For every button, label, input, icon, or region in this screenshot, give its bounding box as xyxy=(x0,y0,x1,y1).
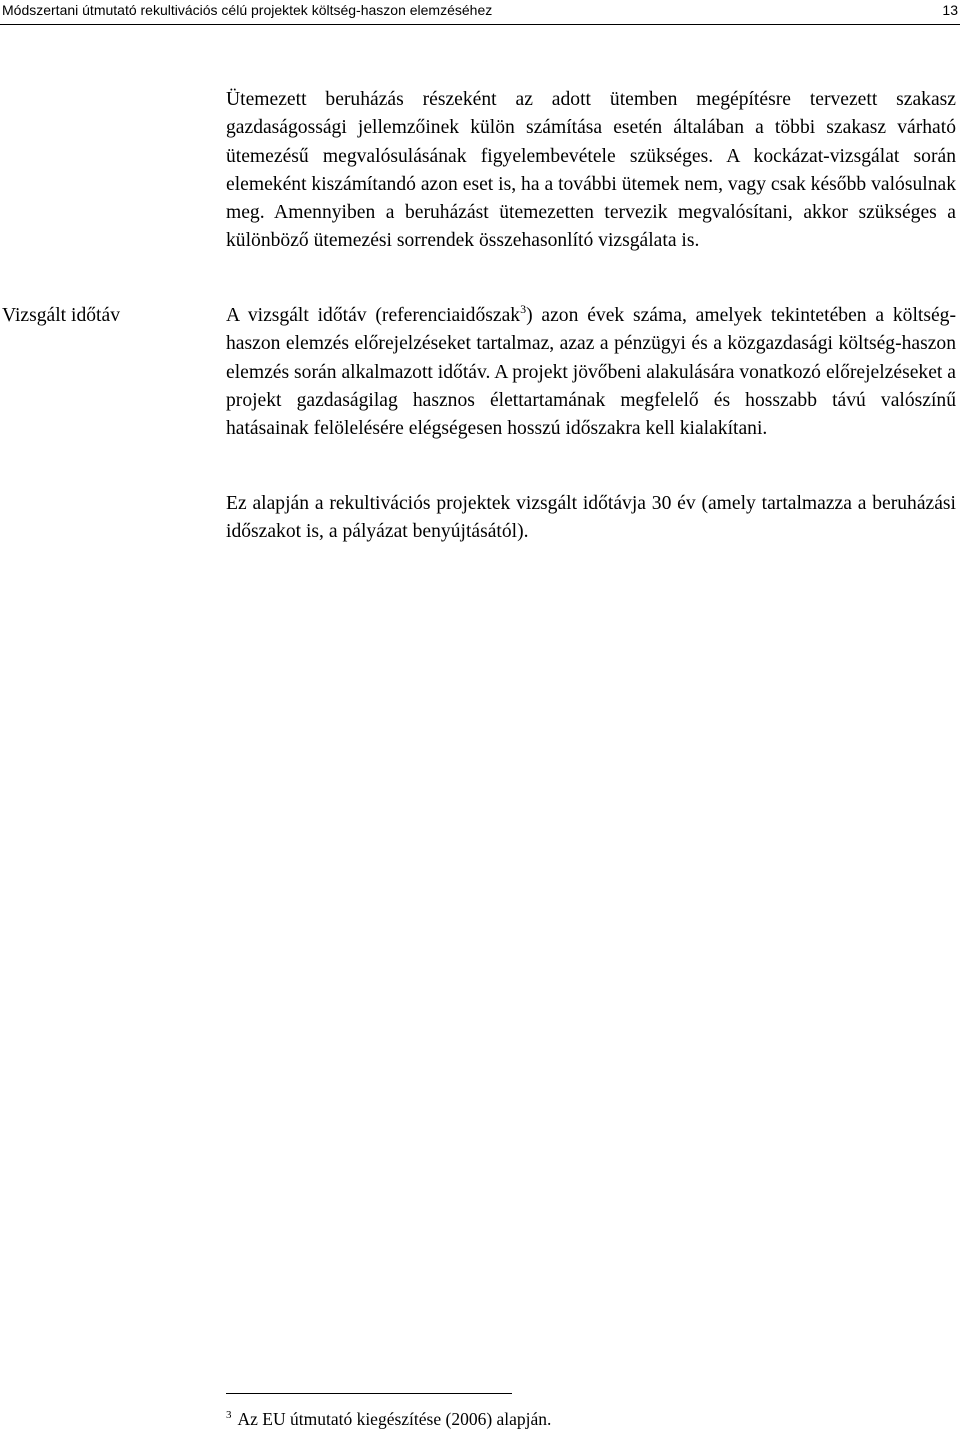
paragraph-phased-investment: Ütemezett beruházás részeként az adott ütemben megépítésre tervezett szakasz gazdaságossági jellemzőinek külön számítása esetén általában a többi szakasz várható ütemezésű megvalósulásának figyelembevétele szükséges. A kockázat-vizsgálat során elemeként kiszámítandó azon eset is, ha a további ütemek nem, vagy csak később valósulnak meg. Amennyiben a beruházást ütemezetten tervezik megvalósítani, akkor szükséges a különböző ütemezési sorrendek összehasonlító vizsgálata is. xyxy=(226,89,956,252)
page-number: 13 xyxy=(942,2,958,18)
paragraph-text-end: ) azon évek száma, amelyek tekintetében a költség-haszon elemzés előrejelzéseket tartalmaz, azaz a pénzügyi és a közgazdasági költség-haszon elemzés során alkalmazott időtáv. A projekt jövőbeni alakulására vonatkozó előrejelzéseket a projekt gazdaságilag hasznos élettartamának megfelelő és hosszabb távú valószínű hatásainak felölelésére elégségesen hosszú időszakra kell kialakítani. xyxy=(226,305,956,440)
page-header xyxy=(0,0,960,25)
footnote-text: Az EU útmutató kiegészítése (2006) alapján. xyxy=(237,1409,552,1429)
section-label: Vizsgált időtáv xyxy=(2,305,120,326)
paragraph-conclusion: Ez alapján a rekultivációs projektek vizsgált időtávja 30 év (amely tartalmazza a beruházási időszakot is, a pályázat benyújtásától). xyxy=(226,493,956,543)
document-title: Módszertani útmutató rekultivációs célú projektek költség-haszon elemzéséhez xyxy=(2,2,493,18)
footnote xyxy=(226,1407,551,1431)
footnote-reference[interactable]: 3 xyxy=(520,302,527,316)
paragraph-reference-period xyxy=(226,302,956,443)
paragraph-text-start: A vizsgált időtáv (referenciaidőszak xyxy=(226,305,521,326)
footnote-number: 3 xyxy=(226,1409,232,1421)
footnote-separator xyxy=(226,1393,512,1394)
